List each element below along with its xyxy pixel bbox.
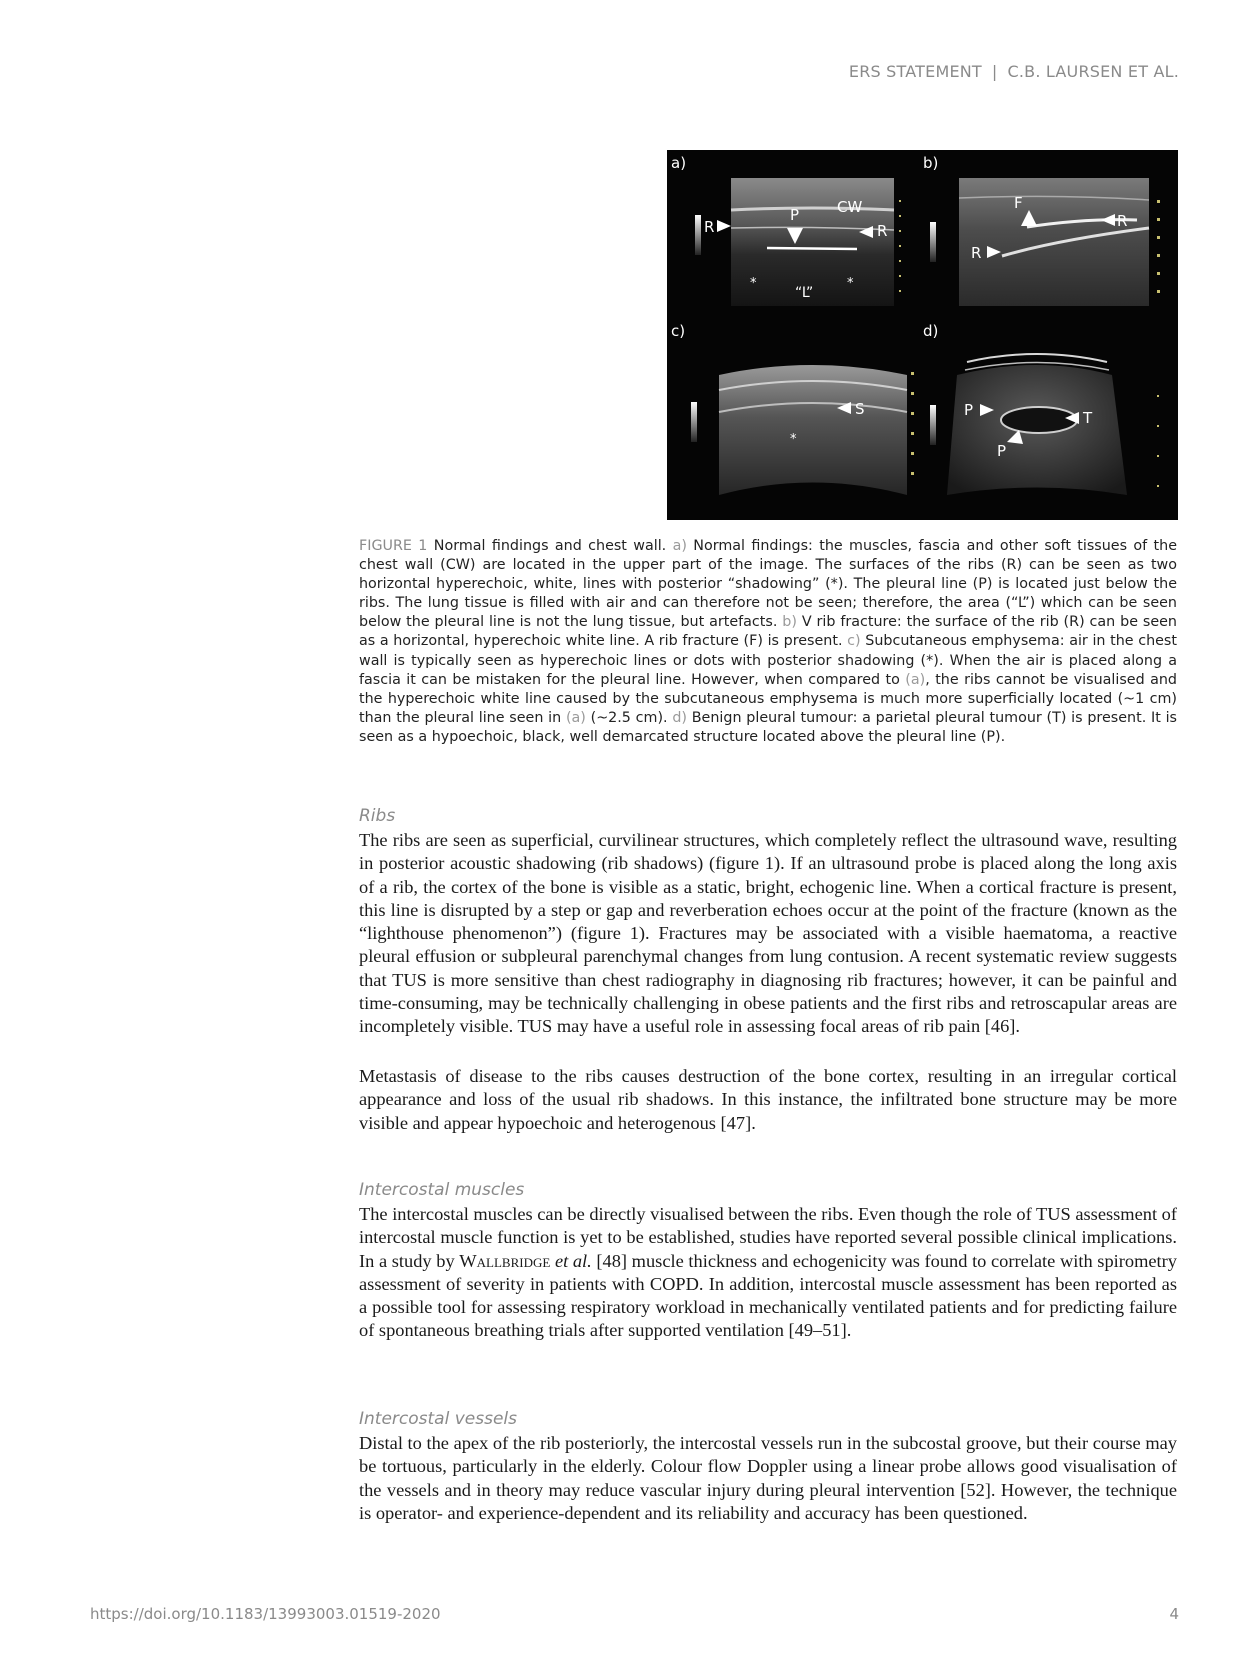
grayscale-bar — [930, 405, 936, 445]
depth-scale — [1157, 200, 1160, 293]
caption-panel-link[interactable]: (a) — [565, 709, 586, 726]
caption-text: Normal findings: the muscles, fascia and other soft tissues of the chest wall (CW) are located in the upper part of the image. The surfaces of the ribs (R) can be seen as two horizontal hyperechoic, white, lines with posterior “shadowing” (*). The pleural line (P) is located just below the ribs. The lung tissue is filled with air and can therefore not be seen; therefore, the area (“L”) which can be seen below the pleural line is not the lung tissue, but artefacts. — [359, 538, 1178, 631]
annotation-cw: CW — [837, 198, 863, 216]
annotation-p: P — [790, 206, 800, 224]
panel-d — [923, 322, 1159, 495]
et-al: et al. — [550, 1250, 592, 1271]
caption-panel-ref: d) — [672, 709, 687, 726]
paragraph-text: The intercostal muscles can be directly visualised between the ribs. Even though the role of TUS assessment of intercostal muscle function is yet to be established, studies have reported several possible clinical implications. In a study by — [359, 1204, 1177, 1271]
annotation-s: S — [855, 400, 865, 418]
pleural-line — [767, 248, 857, 249]
intercostal-muscles-paragraph — [359, 1203, 1177, 1343]
annotation-p: P — [997, 442, 1007, 460]
caption-text: Benign pleural tumour: a parietal pleural tumour (T) is present. It is seen as a hypoechoic, black, well demarcated structure located above the pleural line (P). — [359, 709, 1177, 745]
ultrasound-figure-graphic — [667, 150, 1178, 520]
annotation-f: F — [1014, 194, 1023, 212]
page-number: 4 — [1169, 1605, 1179, 1623]
annotation-r: R — [877, 222, 888, 240]
ultrasound-figure — [667, 150, 1178, 520]
panel-c — [671, 322, 914, 495]
grayscale-bar — [930, 222, 936, 262]
annotation-p: P — [964, 401, 974, 419]
annotation-t: T — [1083, 409, 1093, 427]
panel-a — [671, 154, 901, 306]
header-authors: C.B. LAURSEN ET AL. — [1007, 62, 1179, 81]
panel-b-label: b) — [923, 154, 939, 172]
caption-panel-ref: a) — [672, 538, 687, 554]
caption-panel-ref: c) — [847, 633, 861, 650]
author-name: Wallbridge — [459, 1250, 551, 1271]
section-heading-ribs: Ribs — [359, 806, 396, 826]
header-journal: ERS STATEMENT — [848, 62, 982, 81]
caption-panel-ref: b) — [782, 614, 797, 631]
pleural-tumour — [1001, 407, 1077, 433]
ribs-paragraph-2: Metastasis of disease to the ribs causes destruction of the bone cortex, resulting in an irregular cortical appearance and loss of the usual rib shadows. In this instance, the infiltrated bone structure may be more visible and appear hypoechoic and heterogenous [47]. — [359, 1066, 1177, 1133]
grayscale-bar — [691, 402, 697, 442]
section-heading-intercostal-vessels: Intercostal vessels — [359, 1409, 517, 1429]
section-heading-intercostal-muscles: Intercostal muscles — [359, 1180, 525, 1200]
caption-text: (~2.5 cm). — [585, 709, 673, 726]
annotation-asterisk: * — [750, 276, 757, 291]
annotation-r: R — [704, 218, 715, 236]
doi-link[interactable]: https://doi.org/10.1183/13993003.01519-2020 — [90, 1605, 441, 1623]
caption-text: Subcutaneous emphysema: air in the chest wall is typically seen as hyperechoic lines or dots with posterior shadowing (*). When the air is placed along a fascia it can be mistaken for the pleural line. However, when compared to — [359, 633, 1177, 688]
annotation-asterisk: * — [790, 432, 797, 447]
caption-panel-link[interactable]: (a) — [905, 671, 926, 688]
caption-label: FIGURE 1 — [359, 538, 428, 554]
header-separator: | — [991, 62, 998, 81]
panel-c-label: c) — [671, 322, 686, 340]
arrowhead-icon — [717, 220, 731, 232]
grayscale-bar — [695, 215, 701, 255]
chest-wall-line — [967, 354, 1107, 362]
annotation-asterisk: * — [847, 276, 854, 291]
caption-text: , the ribs cannot be visualised and the hyperechoic white line caused by the subcutaneous emphysema is much more superficially located (~1 cm) than the pleural line seen in — [359, 671, 1177, 726]
panel-b — [923, 154, 1160, 306]
depth-scale — [899, 200, 901, 292]
annotation-r: R — [971, 244, 982, 262]
ribs-paragraph-1: The ribs are seen as superficial, curvilinear structures, which completely reflect the ultrasound wave, resulting in posterior acoustic shadowing (rib shadows) (figure 1). If an ultrasound probe is placed along the long axis of a rib, the cortex of the bone is visible as a static, bright, echogenic line. When a cortical fracture is present, this line is disrupted by a step or gap and reverberation echoes occur at the point of the fracture (known as the “lighthouse phenomenon”) (figure 1). Fractures may be associated with a visible haematoma, a reactive pleural effusion or subpleural parenchymal changes from lung contusion. A recent systematic review suggests that TUS is more sensitive than chest radiography in diagnosing rib fractures; however, it can be painful and time-consuming, may be technically challenging in obese patients and the first ribs and retroscapular areas are incompletely visible. TUS may have a useful role in assessing focal areas of rib pain [46]. — [359, 830, 1177, 1037]
panel-d-label: d) — [923, 322, 939, 340]
intercostal-vessels-paragraph: Distal to the apex of the rib posteriorly, the intercostal vessels run in the subcostal groove, but their course may be tortuous, particularly in the elderly. Colour flow Doppler using a linear probe allows good visualisation of the vessels and in theory may reduce vascular injury during pleural intervention [52]. However, the technique is operator- and experience-dependent and its reliability and accuracy has been questioned. — [359, 1433, 1177, 1523]
caption-title: Normal findings and chest wall. — [427, 538, 673, 554]
caption-text: V rib fracture: the surface of the rib (R) can be seen as a horizontal, hyperechoic white line. A rib fracture (F) is present. — [359, 614, 1177, 650]
figure-caption — [359, 537, 1177, 747]
panel-a-label: a) — [671, 154, 687, 172]
depth-scale — [1157, 395, 1159, 487]
annotation-r: R — [1117, 212, 1128, 230]
depth-scale — [911, 372, 914, 475]
paragraph-text: [48] muscle thickness and echogenicity was found to correlate with spirometry assessment of severity in patients with COPD. In addition, intercostal muscle assessment has been reported as a possible tool for assessing respiratory workload in mechanically ventilated patients and for predicting failure of spontaneous breathing trials after supported ventilation [49–51]. — [359, 1250, 1177, 1341]
running-header — [849, 62, 1179, 81]
annotation-l: “L” — [795, 285, 814, 301]
